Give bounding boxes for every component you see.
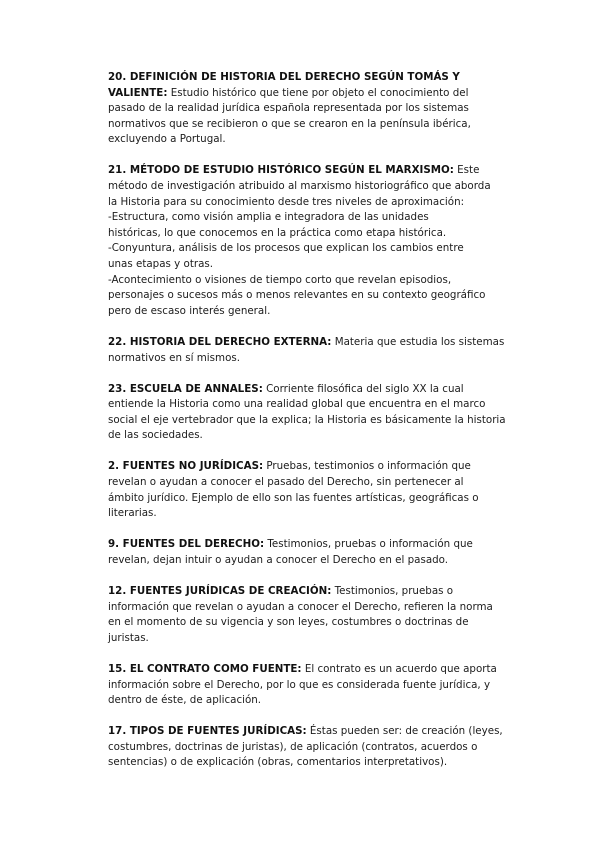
entry-contrato-fuente: [108, 662, 508, 709]
entry-line: información que revelan o ayudan a conocer el Derecho, refieren la norma: [108, 600, 493, 613]
entry-line: unas etapas y otras.: [108, 258, 214, 271]
entry-term: 12. FUENTES JURÍDICAS DE CREACIÓN:: [108, 585, 332, 598]
entry-line: la Historia para su conocimiento desde tres niveles de aproximación:: [108, 195, 465, 208]
entry-term: 21. MÉTODO DE ESTUDIO HISTÓRICO SEGÚN EL MARXISMO:: [108, 164, 454, 177]
entry-term: 9. FUENTES DEL DERECHO:: [108, 538, 265, 551]
entry-line: juristas.: [108, 631, 149, 644]
entry-line: entiende la Historia como una realidad global que encuentra en el marco: [108, 398, 486, 411]
entry-term: 23. ESCUELA DE ANNALES:: [108, 382, 263, 395]
entry-line: 17. TIPOS DE FUENTES JURÍDICAS: Éstas pueden ser: de creación (leyes,: [108, 725, 503, 738]
entry-historia-derecho-externa: [108, 335, 508, 366]
entry-line: [108, 70, 508, 86]
entry-line: -Estructura, como visión amplia e integradora de las unidades: [108, 211, 429, 224]
entry-term: 17. TIPOS DE FUENTES JURÍDICAS:: [108, 725, 307, 738]
entry-line: dentro de éste, de aplicación.: [108, 694, 262, 707]
entry-line: revelan, dejan intuir o ayudan a conocer el Derecho en el pasado.: [108, 553, 449, 566]
entry-term: 20. DEFINICIÓN DE HISTORIA DEL DERECHO SEGÚN TOMÁS Y: [108, 71, 460, 83]
entry-line: históricas, lo que conocemos en la práctica como etapa histórica.: [108, 226, 447, 239]
document-page: [108, 70, 508, 786]
entry-line: VALIENTE: Estudio histórico que tiene por objeto el conocimiento del: [108, 86, 469, 99]
entry-term: 15. EL CONTRATO COMO FUENTE:: [108, 662, 302, 675]
entry-line: 2. FUENTES NO JURÍDICAS: Pruebas, testimonios o información que: [108, 460, 471, 473]
entry-line: método de investigación atribuido al marxismo historiográfico que aborda: [108, 180, 491, 193]
entry-metodo-marxismo: [108, 163, 508, 319]
entry-line: revelan o ayudan a conocer el pasado del Derecho, sin pertenecer al: [108, 476, 464, 489]
entry-line: 15. EL CONTRATO COMO FUENTE: El contrato es un acuerdo que aporta: [108, 662, 497, 675]
entry-line: -Conyuntura, análisis de los procesos que explican los cambios entre: [108, 242, 464, 255]
entry-line: literarias.: [108, 507, 157, 520]
entry-line: 12. FUENTES JURÍDICAS DE CREACIÓN: Testimonios, pruebas o: [108, 585, 454, 598]
entry-fuentes-creacion: [108, 584, 508, 646]
entry-line: pero de escaso interés general.: [108, 304, 271, 317]
entry-line: normativos que se recibieron o que se crearon en la península ibérica,: [108, 117, 471, 130]
entry-line: sentencias) o de explicación (obras, comentarios interpretativos).: [108, 756, 448, 769]
entry-line: personajes o sucesos más o menos relevantes en su contexto geográfico: [108, 289, 486, 302]
entry-line: 9. FUENTES DEL DERECHO: Testimonios, pruebas o información que: [108, 538, 473, 551]
entry-tipos-fuentes: [108, 724, 508, 771]
entry-line: información sobre el Derecho, por lo que es considerada fuente jurídica, y: [108, 678, 491, 691]
entry-term: 22. HISTORIA DEL DERECHO EXTERNA:: [108, 335, 332, 348]
entry-line: normativos en sí mismos.: [108, 351, 241, 364]
entry-escuela-annales: [108, 382, 508, 444]
entry-line: 23. ESCUELA DE ANNALES: Corriente filosófica del siglo XX la cual: [108, 382, 464, 395]
entry-term: VALIENTE:: [108, 86, 168, 99]
entry-line: de las sociedades.: [108, 429, 203, 442]
entry-line: -Acontecimiento o visiones de tiempo corto que revelan episodios,: [108, 273, 452, 286]
entry-term: 2. FUENTES NO JURÍDICAS:: [108, 460, 264, 473]
entry-line: costumbres, doctrinas de juristas), de aplicación (contratos, acuerdos o: [108, 740, 478, 753]
entry-line: ámbito jurídico. Ejemplo de ello son las fuentes artísticas, geográficas o: [108, 491, 479, 504]
entry-definicion-historia-derecho: [108, 70, 508, 148]
entry-line: excluyendo a Portugal.: [108, 133, 226, 146]
entry-line: pasado de la realidad jurídica española representada por los sistemas: [108, 102, 469, 115]
entry-fuentes-derecho: [108, 537, 508, 568]
entry-fuentes-no-juridicas: [108, 459, 508, 521]
entry-line: en el momento de su vigencia y son leyes, costumbres o doctrinas de: [108, 616, 469, 629]
entry-line: 22. HISTORIA DEL DERECHO EXTERNA: Materia que estudia los sistemas: [108, 335, 505, 348]
entry-line: social el eje vertebrador que la explica; la Historia es básicamente la historia: [108, 413, 506, 426]
entry-line: 21. MÉTODO DE ESTUDIO HISTÓRICO SEGÚN EL MARXISMO: Este: [108, 164, 480, 177]
